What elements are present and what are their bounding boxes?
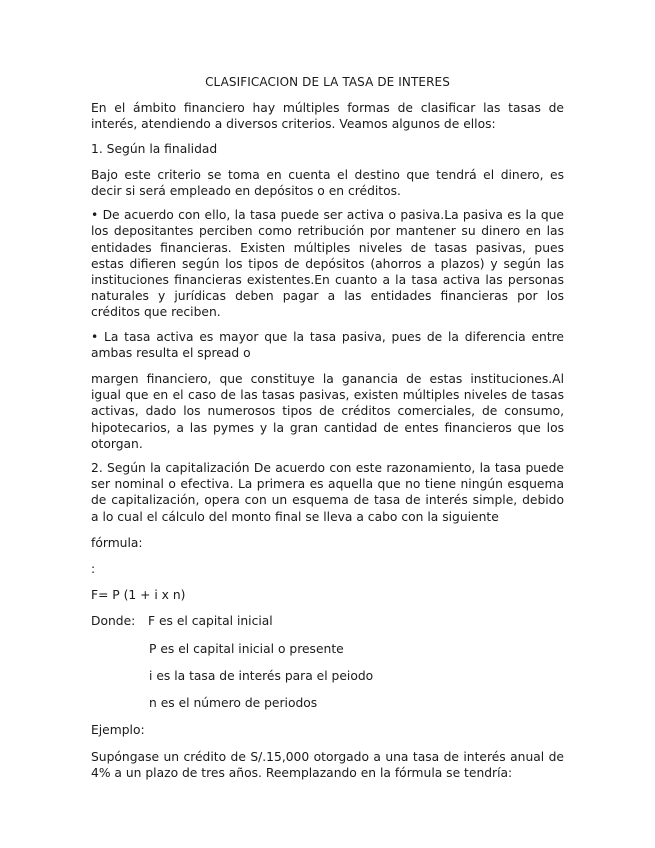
bullet-paragraph-activa-pasiva: • De acuerdo con ello, la tasa puede ser activa o pasiva.La pasiva es la que los depositantes perciben como retribución por mantener su dinero en las entidades financieras. Existen múltiples niveles de tasas pasivas, pues estas difieren según los tipos de depósitos (ahorros a plazos) y según las instituciones financieras existentes.En cuanto a la tasa activa las personas naturales y jurídicas deben pagar a las entidades financieras por los créditos que reciben. [91, 208, 564, 320]
definition-p: P es el capital inicial o presente [149, 641, 344, 656]
margin-paragraph: margen financiero, que constituye la ganancia de estas instituciones.Al igual que en el caso de las tasas pasivas, existen múltiples niveles de tasas activas, dado los numerosos tipos de créditos comerciales, de consumo, hipotecarios, a las pymes y la gran cantidad de entes financieros que los otorgan. [91, 372, 564, 451]
donde-row [91, 613, 564, 629]
definition-n: n es el número de periodos [149, 696, 318, 711]
formula-line: F= P (1 + i x n) [91, 588, 186, 603]
document-page [91, 74, 564, 789]
donde-label: Donde: [91, 614, 136, 629]
definition-f: F es el capital inicial [148, 614, 273, 629]
capitalizacion-paragraph: 2. Según la capitalización De acuerdo con este razonamiento, la tasa puede ser nominal o efectiva. La primera es aquella que no tiene ningún esquema de capitalización, opera con un esquema de tasa de interés simple, debido a lo cual el cálculo del monto final se lleva a cabo con la siguiente [91, 461, 564, 524]
intro-paragraph: En el ámbito financiero hay múltiples formas de clasificar las tasas de interés, atendiendo a diversos criterios. Veamos algunos de ellos: [91, 101, 564, 132]
section-heading-finalidad: 1. Según la finalidad [91, 141, 218, 156]
colon-line: : [91, 562, 96, 577]
formula-label: fórmula: [91, 535, 143, 550]
criterion-paragraph: Bajo este criterio se toma en cuenta el destino que tendrá el dinero, es decir si será empleado en depósitos o en créditos. [91, 167, 564, 199]
bullet-paragraph-spread: • La tasa activa es mayor que la tasa pasiva, pues de la diferencia entre ambas resulta el spread o [91, 329, 564, 360]
example-label: Ejemplo: [91, 723, 145, 738]
definition-i: i es la tasa de interés para el peiodo [149, 668, 374, 683]
document-title: CLASIFICACION DE LA TASA DE INTERES [205, 75, 450, 89]
example-paragraph: Supóngase un crédito de S/.15,000 otorgado a una tasa de interés anual de 4% a un plazo de tres años. Reemplazando en la fórmula se tendría: [91, 749, 564, 780]
